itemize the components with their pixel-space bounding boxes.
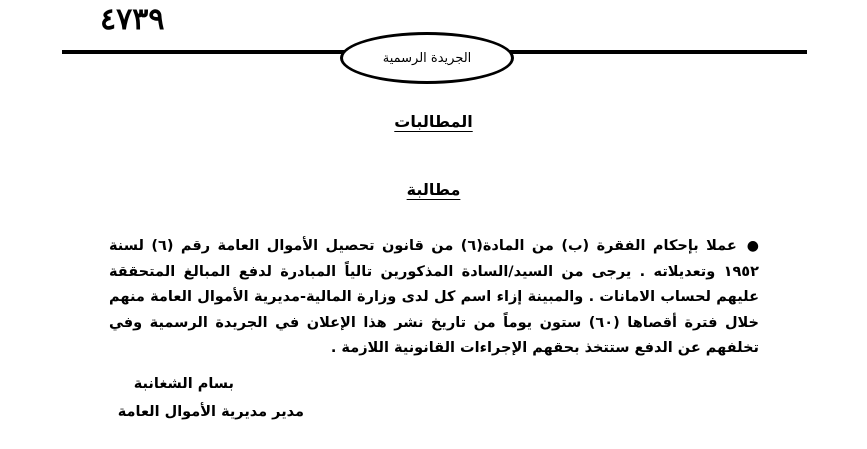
bullet-icon: ●: [746, 238, 759, 254]
page-number: ٤٧٣٩: [100, 2, 165, 37]
publication-badge: [340, 32, 514, 84]
publication-name: الجريدة الرسمية: [382, 50, 472, 66]
claim-paragraph-text: عملا بإحكام الفقرة (ب) من المادة(٦) من قانون تحصيل الأموال العامة رقم (٦) لسنة ١٩٥٢ وتعديلاته . يرجى من السيد/السادة المذكورين تالياً المبادرة لدفع المبالغ المتحققة عليهم لحساب الامانات . والمبينة إزاء اسم كل لدى وزارة المالية-مديرية الأموال العامة منهم خلال فترة أقصاها (٦٠) ستون يوماً من تاريخ نشر هذا الإعلان في الجريدة الرسمية وفي تخلفهم عن الدفع ستتخذ بحقهم الإجراءات القانونية اللازمة .: [109, 238, 759, 356]
signatory-name: بسام الشغانبة: [133, 376, 234, 392]
section-title: [0, 112, 867, 131]
claim-paragraph: [109, 234, 759, 362]
subsection-title-text: مطالبة: [406, 180, 461, 199]
subsection-title: [0, 180, 867, 199]
section-title-text: المطالبات: [394, 112, 473, 131]
signatory-title: مدير مديرية الأموال العامة: [117, 404, 304, 420]
